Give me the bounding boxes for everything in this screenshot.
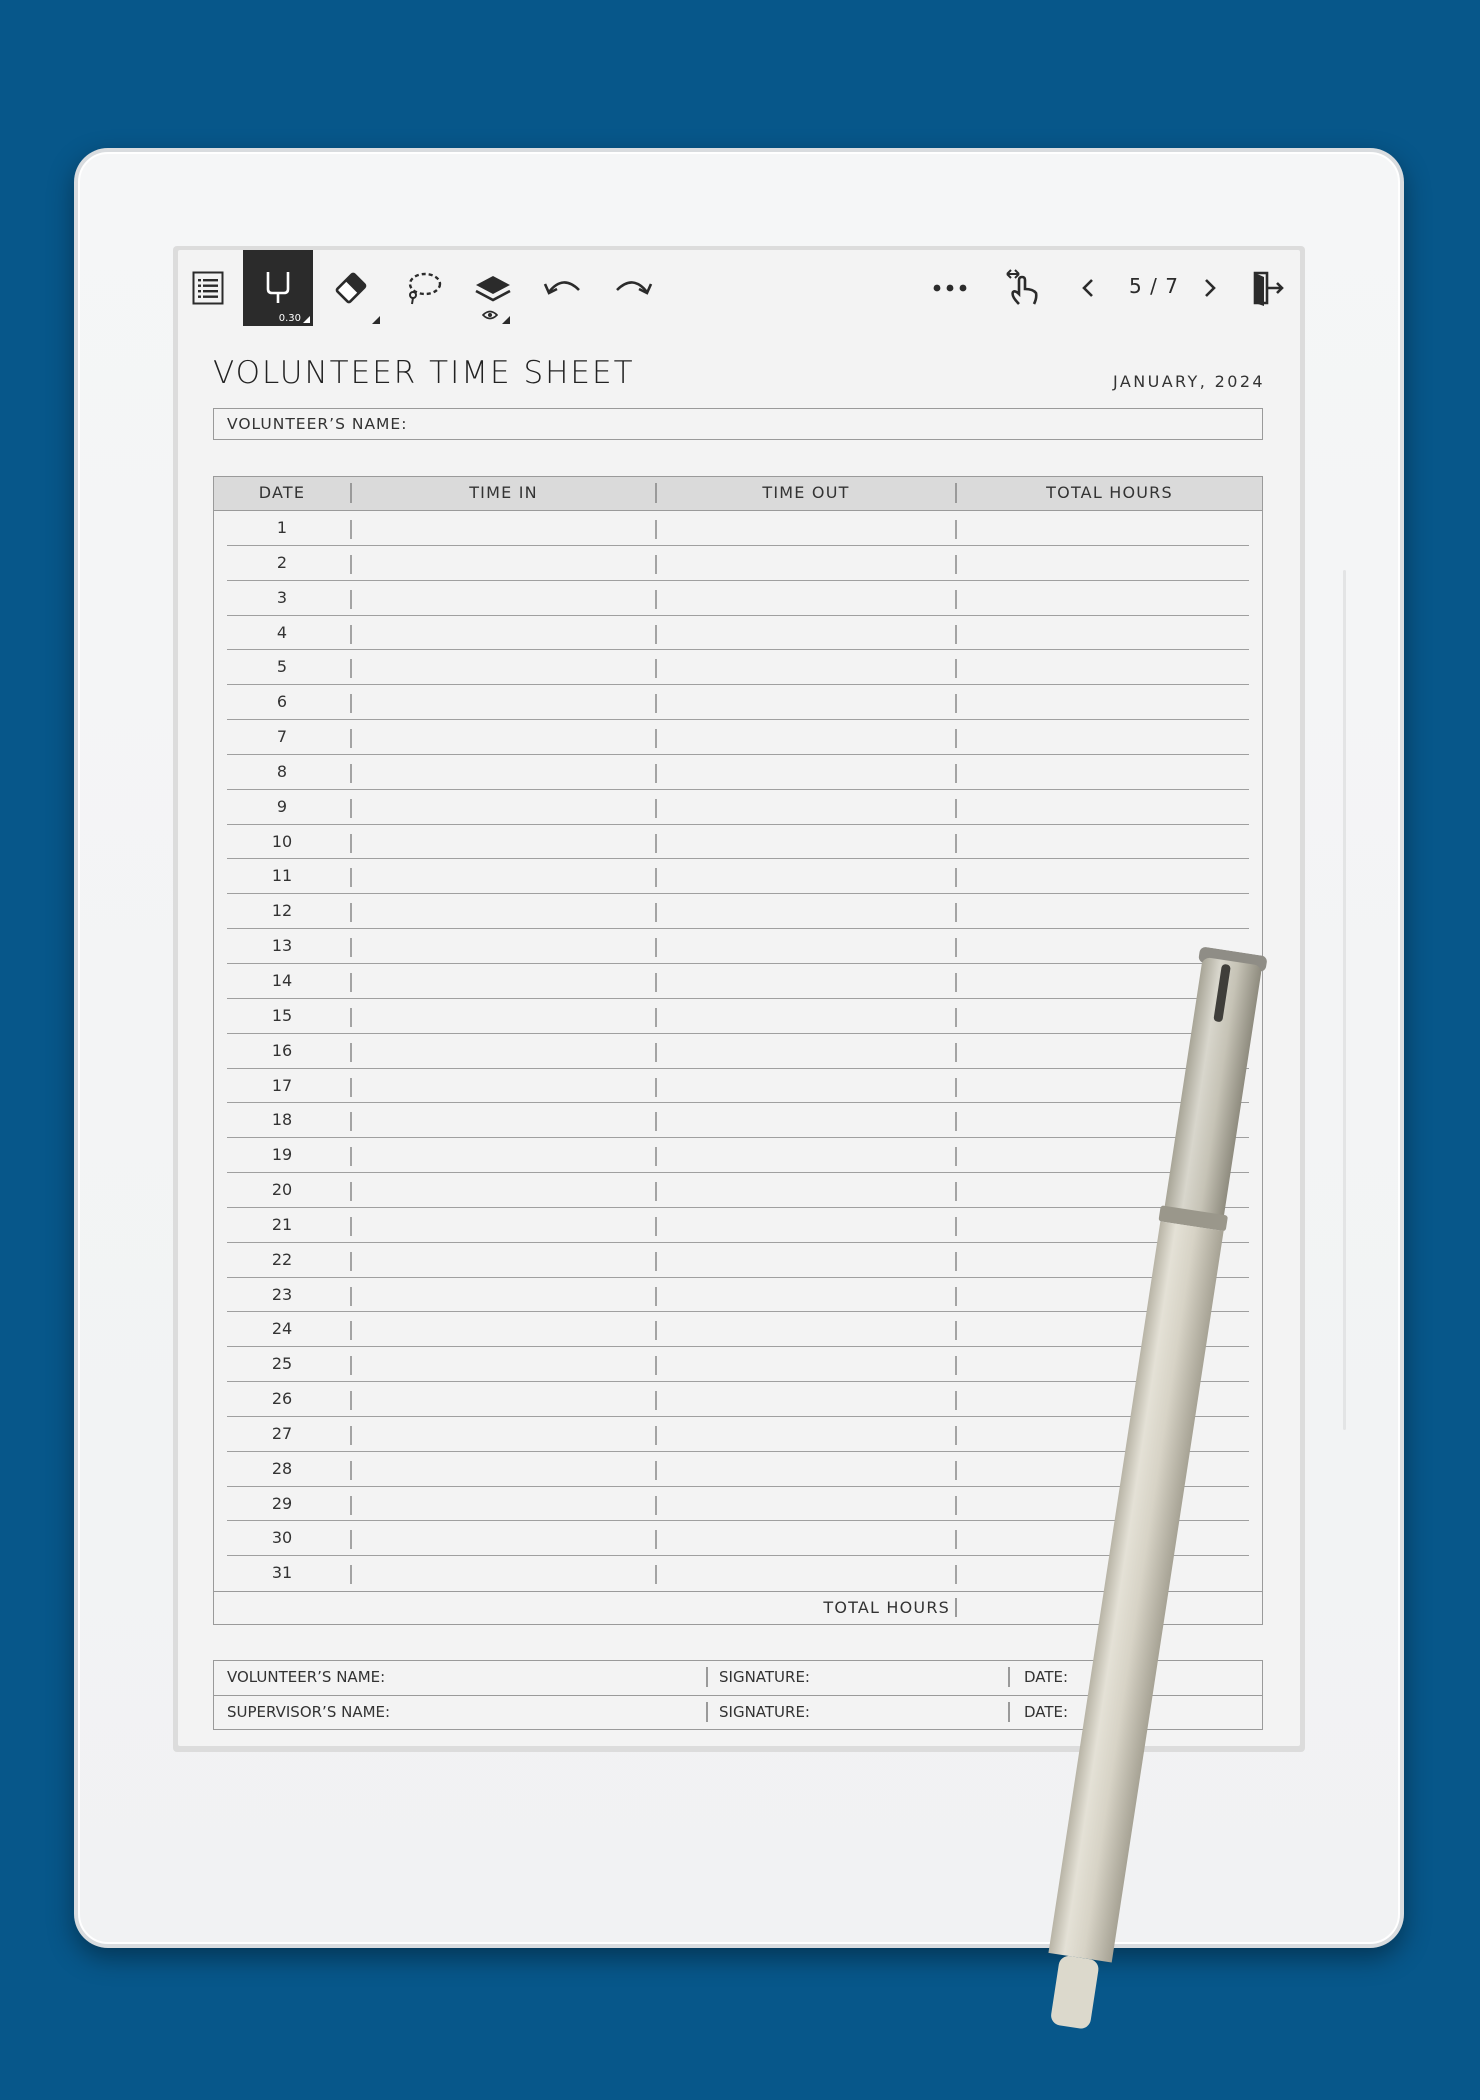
undo-icon[interactable] [528, 250, 598, 326]
row-day-number: 9 [276, 796, 288, 816]
page-indicator: 5 / 7 [1129, 274, 1179, 298]
pen-tool-button[interactable] [243, 250, 313, 326]
row-divider [655, 1008, 657, 1027]
row-day-number: 2 [276, 552, 288, 572]
row-day-number: 6 [276, 692, 288, 712]
row-divider [955, 1356, 957, 1375]
row-divider [350, 764, 352, 783]
row-day-number: 22 [271, 1249, 293, 1269]
row-day-number: 3 [276, 587, 288, 607]
row-divider [955, 973, 957, 992]
table-row[interactable] [214, 720, 1262, 755]
total-divider [955, 1598, 957, 1617]
row-day-number: 11 [271, 866, 293, 886]
volunteer-name-field[interactable] [213, 408, 1263, 440]
row-divider [955, 1182, 957, 1201]
row-divider [655, 834, 657, 853]
exit-icon[interactable] [1243, 250, 1293, 326]
row-day-number: 12 [271, 901, 293, 921]
row-divider [350, 694, 352, 713]
row-divider [350, 1043, 352, 1062]
row-divider [655, 1391, 657, 1410]
row-divider [955, 1043, 957, 1062]
row-divider [955, 903, 957, 922]
row-day-number: 29 [271, 1493, 293, 1513]
table-row[interactable] [214, 1347, 1262, 1382]
row-divider [955, 1217, 957, 1236]
more-icon[interactable] [920, 250, 980, 326]
row-divider [955, 1078, 957, 1097]
row-divider [955, 1530, 957, 1549]
header-time-in: TIME IN [469, 483, 538, 502]
header-date: DATE [258, 483, 306, 502]
sign-divider [1008, 1667, 1010, 1687]
row-divider [955, 659, 957, 678]
row-divider [955, 1391, 957, 1410]
row-day-number: 14 [271, 970, 293, 990]
row-divider [350, 1008, 352, 1027]
row-divider [955, 1287, 957, 1306]
table-row[interactable] [214, 1278, 1262, 1313]
sign-divider [706, 1667, 708, 1687]
table-row[interactable] [214, 825, 1262, 860]
redo-icon[interactable] [598, 250, 668, 326]
row-divider [655, 1182, 657, 1201]
row-divider [350, 555, 352, 574]
row-divider [655, 1252, 657, 1271]
row-divider [350, 903, 352, 922]
row-divider [655, 1496, 657, 1515]
table-row[interactable] [214, 1382, 1262, 1417]
volunteer-date-label: DATE: [1024, 1668, 1069, 1686]
row-divider [955, 1252, 957, 1271]
row-day-number: 31 [271, 1563, 293, 1583]
row-divider [955, 1496, 957, 1515]
row-day-number: 5 [276, 657, 288, 677]
row-divider [350, 1147, 352, 1166]
row-divider [955, 1565, 957, 1584]
table-row[interactable] [214, 616, 1262, 651]
eraser-options-caret[interactable] [372, 316, 380, 324]
volunteer-signature-label: SIGNATURE: [719, 1668, 810, 1686]
table-row[interactable] [214, 685, 1262, 720]
row-divider [350, 1078, 352, 1097]
row-day-number: 23 [271, 1284, 293, 1304]
table-row[interactable] [214, 650, 1262, 685]
row-day-number: 13 [271, 936, 293, 956]
sign-divider [706, 1702, 708, 1722]
row-day-number: 15 [271, 1005, 293, 1025]
row-divider [350, 625, 352, 644]
row-divider [655, 694, 657, 713]
page-title: VOLUNTEER TIME SHEET [213, 355, 635, 391]
row-divider [655, 555, 657, 574]
row-day-number: 27 [271, 1423, 293, 1443]
row-divider [350, 799, 352, 818]
table-row[interactable] [214, 511, 1262, 546]
row-divider [350, 1530, 352, 1549]
supervisor-name-label: SUPERVISOR’S NAME: [227, 1703, 391, 1721]
row-divider [955, 1321, 957, 1340]
row-divider [955, 868, 957, 887]
table-row[interactable] [214, 1103, 1262, 1138]
row-divider [655, 1287, 657, 1306]
table-row[interactable] [214, 790, 1262, 825]
row-divider [350, 1391, 352, 1410]
layers-options-caret[interactable] [502, 316, 510, 324]
row-divider [350, 1565, 352, 1584]
row-divider [655, 1530, 657, 1549]
pen-size-label: 0.30 [278, 313, 301, 324]
table-row[interactable] [214, 999, 1262, 1034]
row-day-number: 30 [271, 1528, 293, 1548]
row-divider [350, 1252, 352, 1271]
row-divider [655, 799, 657, 818]
row-divider [350, 1217, 352, 1236]
row-divider [350, 834, 352, 853]
list-icon[interactable] [186, 250, 230, 326]
row-divider [350, 520, 352, 539]
row-divider [655, 938, 657, 957]
row-divider [655, 520, 657, 539]
row-divider [955, 938, 957, 957]
row-day-number: 26 [271, 1389, 293, 1409]
volunteer-name-label: VOLUNTEER’S NAME: [227, 1668, 386, 1686]
supervisor-date-label: DATE: [1024, 1703, 1069, 1721]
row-divider [350, 973, 352, 992]
table-row[interactable] [214, 755, 1262, 790]
row-day-number: 25 [271, 1354, 293, 1374]
row-divider [350, 1426, 352, 1445]
row-day-number: 24 [271, 1319, 293, 1339]
row-divider [655, 868, 657, 887]
table-row[interactable] [214, 1208, 1262, 1243]
toolbar [178, 250, 1300, 326]
table-row[interactable] [214, 859, 1262, 894]
row-divider [955, 834, 957, 853]
row-divider [955, 520, 957, 539]
row-divider [955, 729, 957, 748]
row-divider [655, 1356, 657, 1375]
table-row[interactable] [214, 929, 1262, 964]
row-day-number: 7 [276, 727, 288, 747]
supervisor-signature-label: SIGNATURE: [719, 1703, 810, 1721]
row-divider [655, 1426, 657, 1445]
header-total-hours: TOTAL HOURS [1046, 483, 1173, 502]
sign-divider [1008, 1702, 1010, 1722]
row-day-number: 8 [276, 761, 288, 781]
row-divider [350, 729, 352, 748]
table-row[interactable] [214, 1312, 1262, 1347]
row-divider [955, 694, 957, 713]
row-day-number: 21 [271, 1214, 293, 1234]
table-row[interactable] [214, 1069, 1262, 1104]
row-divider [655, 625, 657, 644]
row-day-number: 17 [271, 1075, 293, 1095]
row-divider [350, 1356, 352, 1375]
table-header [214, 477, 1262, 511]
prev-page-icon[interactable] [1068, 250, 1108, 326]
row-divider [955, 590, 957, 609]
row-divider [655, 1112, 657, 1131]
row-divider [350, 1287, 352, 1306]
row-divider [655, 729, 657, 748]
table-row[interactable] [214, 1173, 1262, 1208]
row-divider [655, 1078, 657, 1097]
row-day-number: 19 [271, 1145, 293, 1165]
row-divider [655, 1461, 657, 1480]
row-divider [955, 1426, 957, 1445]
row-divider [655, 973, 657, 992]
gesture-icon[interactable] [993, 250, 1053, 326]
next-page-icon[interactable] [1190, 250, 1230, 326]
row-divider [350, 1321, 352, 1340]
row-divider [955, 799, 957, 818]
table-row[interactable] [214, 964, 1262, 999]
row-day-number: 18 [271, 1110, 293, 1130]
row-divider [655, 1565, 657, 1584]
lasso-icon[interactable] [388, 250, 458, 326]
row-divider [350, 590, 352, 609]
row-divider [350, 1461, 352, 1480]
row-day-number: 1 [276, 518, 288, 537]
row-divider [350, 1496, 352, 1515]
row-day-number: 10 [271, 831, 293, 851]
row-divider [655, 764, 657, 783]
row-divider [955, 1147, 957, 1166]
table-row[interactable] [214, 1243, 1262, 1278]
row-divider [955, 1461, 957, 1480]
table-row[interactable] [214, 894, 1262, 929]
table-row[interactable] [214, 1138, 1262, 1173]
row-divider [955, 1112, 957, 1131]
row-divider [655, 1147, 657, 1166]
row-divider [350, 938, 352, 957]
row-day-number: 16 [271, 1040, 293, 1060]
table-row[interactable] [214, 1034, 1262, 1069]
table-row[interactable] [214, 546, 1262, 581]
row-day-number: 28 [271, 1458, 293, 1478]
tablet-side-accent [1343, 570, 1346, 1430]
eraser-icon[interactable] [316, 250, 386, 326]
layers-icon[interactable] [458, 250, 528, 326]
row-divider [350, 1112, 352, 1131]
row-divider [655, 659, 657, 678]
eye-icon [482, 305, 498, 324]
row-divider [655, 590, 657, 609]
month-label: JANUARY, 2024 [1113, 372, 1265, 391]
row-divider [955, 625, 957, 644]
row-divider [655, 1217, 657, 1236]
volunteer-name-label: VOLUNTEER’S NAME: [227, 415, 408, 433]
header-time-out: TIME OUT [762, 483, 850, 502]
row-divider [350, 1182, 352, 1201]
pen-icon [263, 269, 293, 307]
row-divider [655, 1043, 657, 1062]
row-divider [655, 1321, 657, 1340]
row-divider [955, 764, 957, 783]
row-divider [350, 659, 352, 678]
row-divider [655, 903, 657, 922]
row-day-number: 4 [276, 622, 288, 642]
table-row[interactable] [214, 581, 1262, 616]
row-day-number: 20 [271, 1180, 293, 1200]
row-divider [955, 555, 957, 574]
total-hours-label: TOTAL HOURS [823, 1598, 950, 1617]
row-divider [955, 1008, 957, 1027]
row-divider [350, 868, 352, 887]
